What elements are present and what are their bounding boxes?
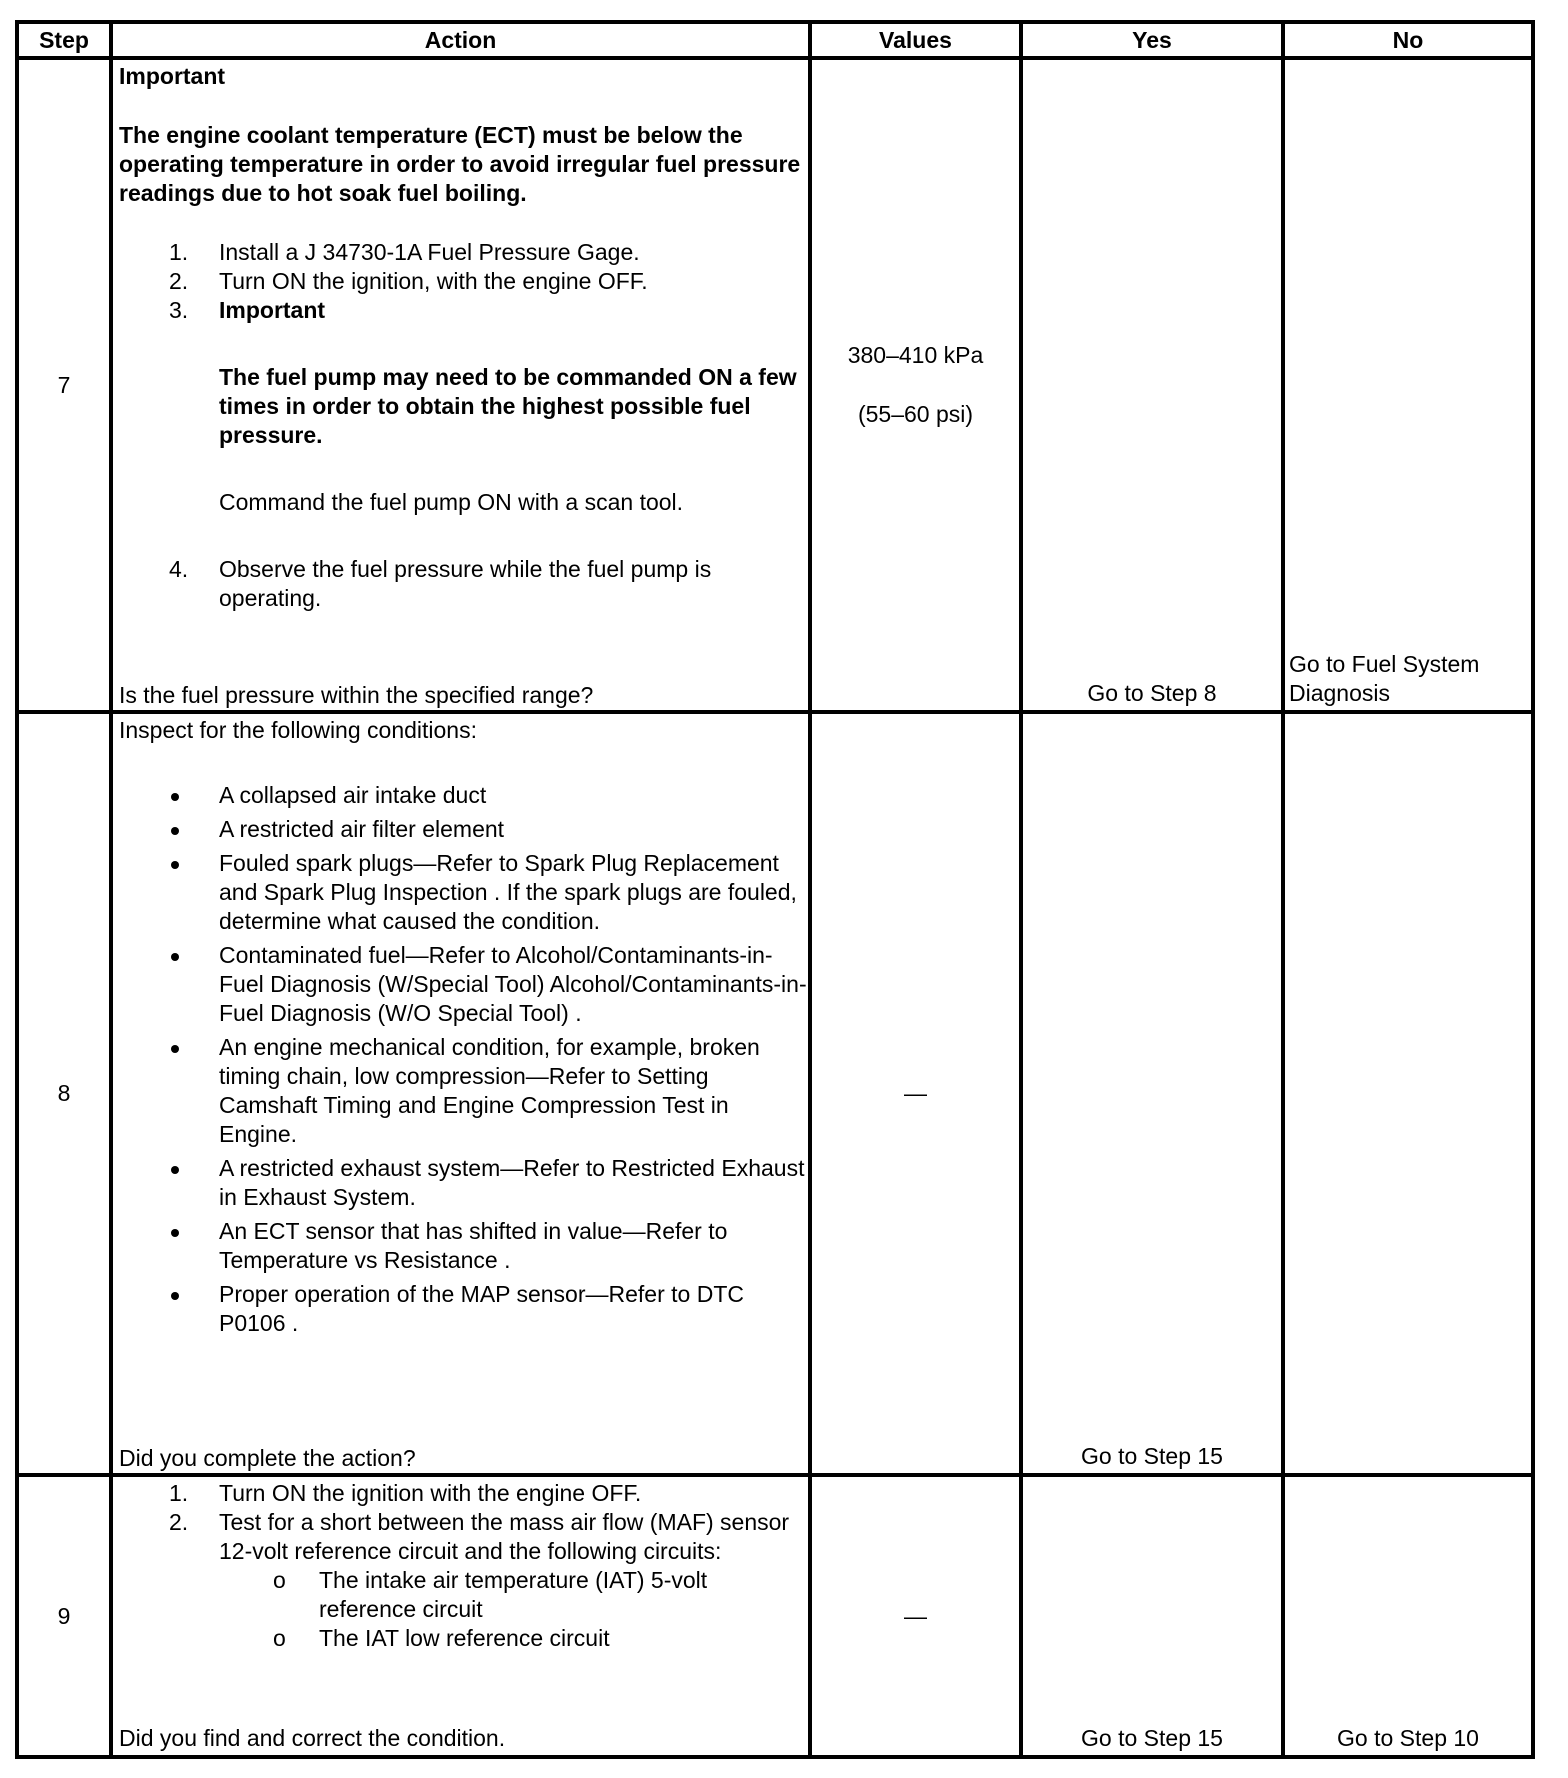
step-number: 8 (17, 712, 111, 1475)
action-cell (111, 58, 810, 712)
action-cell (111, 712, 810, 1475)
list-item: Contaminated fuel—Refer to Alcohol/Contaminants-in-Fuel Diagnosis (W/Special Tool) Alcohol/Contaminants-in-Fuel Diagnosis (W/O Special Tool) . (119, 941, 808, 1028)
list-item: 1. Turn ON the ignition with the engine OFF. (169, 1480, 642, 1506)
list-item: 4. Observe the fuel pressure while the fuel pump is operating. (169, 556, 712, 611)
important-text: The fuel pump may need to be commanded ON a few times in order to obtain the highest possible fuel pressure. (219, 364, 797, 448)
bullet-icon (171, 1045, 179, 1053)
procedure-list (119, 1477, 808, 1653)
list-item: 2. Test for a short between the mass air flow (MAF) sensor 12-volt reference circuit and the following circuits: (169, 1509, 790, 1564)
list-item: A restricted exhaust system—Refer to Restricted Exhaust in Exhaust System. (119, 1154, 808, 1212)
no-cell: Go to Step 10 (1283, 1475, 1533, 1757)
bullet-icon (171, 1229, 179, 1237)
bullet-icon (171, 827, 179, 835)
procedure-list (119, 238, 808, 613)
list-item: A collapsed air intake duct (119, 781, 808, 810)
list-item: A restricted air filter element (119, 815, 808, 844)
value-kpa: 380–410 kPa (847, 342, 984, 368)
no-cell (1283, 712, 1533, 1475)
list-item: 2. Turn ON the ignition, with the engine OFF. (169, 268, 648, 294)
important-text: The engine coolant temperature (ECT) must be below the operating temperature in order to avoid irregular fuel pressure readings due to hot soak fuel boiling. (119, 122, 801, 206)
sub-list-item: o The IAT low reference circuit (273, 1625, 610, 1651)
table-row (17, 1475, 1533, 1757)
header-step: Step (17, 22, 111, 58)
no-cell: Go to Fuel System Diagnosis (1283, 58, 1533, 712)
question-text: Did you complete the action? (119, 1445, 416, 1471)
list-item: An engine mechanical condition, for example, broken timing chain, low compression—Refer to Setting Camshaft Timing and Engine Compression Test in Engine. (119, 1033, 808, 1149)
intro-text: Inspect for the following conditions: (119, 717, 477, 743)
values-cell: — (810, 712, 1021, 1475)
header-no: No (1283, 22, 1533, 58)
diagnostic-table (15, 20, 1535, 1759)
sub-list-item: o The intake air temperature (IAT) 5-volt reference circuit (273, 1567, 708, 1622)
table-row (17, 58, 1533, 712)
header-values: Values (810, 22, 1021, 58)
bullet-icon (171, 953, 179, 961)
table-row (17, 712, 1533, 1475)
list-item: Fouled spark plugs—Refer to Spark Plug Replacement and Spark Plug Inspection . If the spark plugs are fouled, determine what caused the condition. (119, 849, 808, 936)
list-item: 3. Important The fuel pump may need to be commanded ON a few times in order to obtain the highest possible fuel pressure. Command the fuel pump ON with a scan tool. (119, 296, 808, 517)
list-item: Proper operation of the MAP sensor—Refer to DTC P0106 . (119, 1280, 808, 1338)
list-item: 1. Install a J 34730-1A Fuel Pressure Gage. (169, 239, 640, 265)
value-psi: (55–60 psi) (857, 401, 974, 427)
yes-cell: Go to Step 15 (1021, 1475, 1283, 1757)
bullet-icon (171, 1166, 179, 1174)
header-yes: Yes (1021, 22, 1283, 58)
conditions-list (119, 781, 808, 1338)
values-cell (810, 58, 1021, 712)
yes-cell: Go to Step 8 (1021, 58, 1283, 712)
action-cell (111, 1475, 810, 1757)
bullet-icon (171, 793, 179, 801)
important-title: Important (119, 63, 226, 89)
step-number: 7 (17, 58, 111, 712)
values-cell: — (810, 1475, 1021, 1757)
command-text: Command the fuel pump ON with a scan tool. (219, 489, 684, 515)
header-action: Action (111, 22, 810, 58)
list-item: An ECT sensor that has shifted in value—Refer to Temperature vs Resistance . (119, 1217, 808, 1275)
question-text: Is the fuel pressure within the specified range? (119, 682, 594, 708)
question-text: Did you find and correct the condition. (119, 1725, 506, 1751)
step-number: 9 (17, 1475, 111, 1757)
header-row (17, 22, 1533, 58)
bullet-icon (171, 1292, 179, 1300)
bullet-icon (171, 861, 179, 869)
yes-cell: Go to Step 15 (1021, 712, 1283, 1475)
